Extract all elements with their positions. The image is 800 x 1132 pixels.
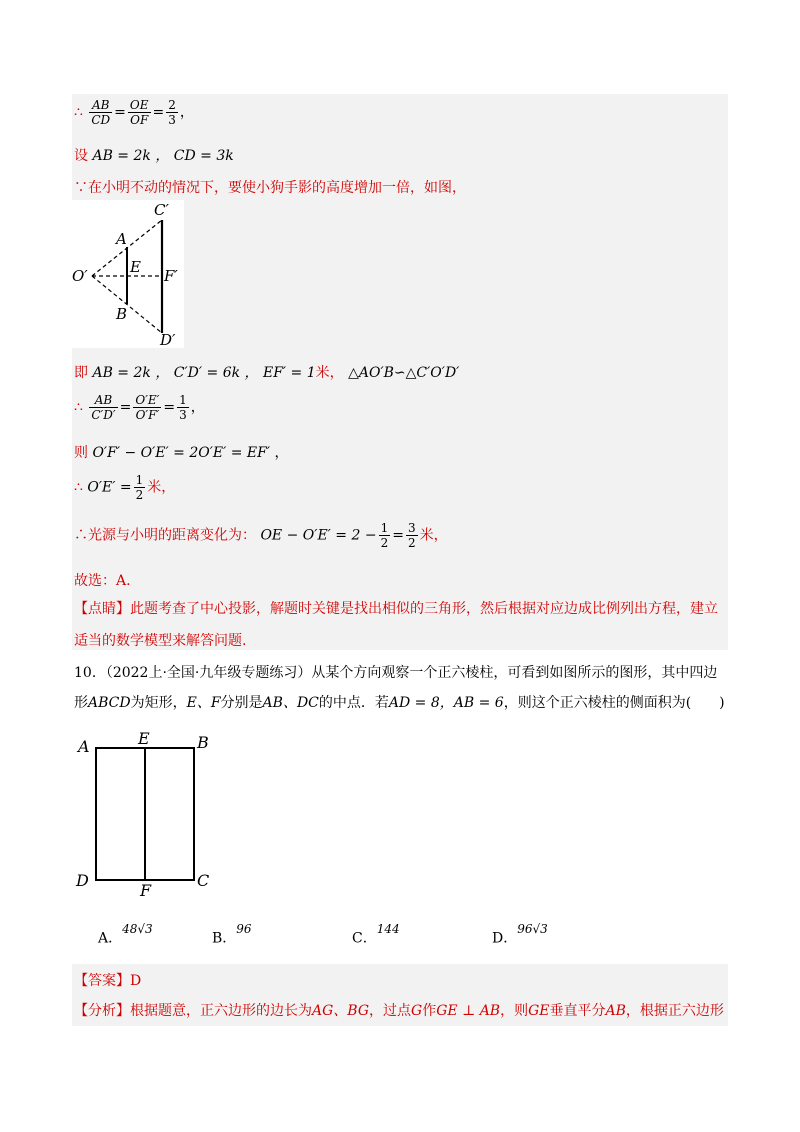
solution-line-oe: ∴ O′E′ = $\frac{1}{2}$ 米，	[74, 473, 176, 502]
analysis-line: 【分析】根据题意，正六边形的边长为AG、BG，过点G作GE ⊥ AB，则GE垂直平分AB，根据正六边形	[74, 1003, 724, 1019]
math-ab-cd: AB = 2k ， CD = 3k	[92, 148, 234, 164]
label-c: C	[197, 871, 210, 890]
fraction-one-half: $\frac{1}{2}$	[135, 473, 144, 502]
option-c[interactable]: C．$^{144}$	[352, 922, 400, 947]
rectangle-figure	[74, 730, 224, 900]
label-e: E	[130, 258, 141, 276]
projection-figure	[72, 200, 184, 348]
fraction-half: $\frac{1}{2}$	[380, 521, 389, 550]
answer-value: D	[130, 973, 142, 989]
therefore-symbol: ∴	[74, 104, 88, 121]
label-b: B	[116, 305, 128, 323]
fraction-two-thirds: $\frac{2}{3}$	[168, 98, 176, 127]
solution-line-distance: ∴光源与小明的距离变化为： OE − O′E′ = 2 − $\frac{1}{2}$ = $\frac{3}{2}$ 米，	[74, 521, 448, 550]
question-10-line-1: 10．（2022上·全国·九年级专题练习）从某个方向观察一个正六棱柱，可看到如图所示的图形，其中四边	[74, 665, 718, 681]
comment-tag: 【点睛】	[74, 601, 130, 617]
solution-line-let: 设 AB = 2k ， CD = 3k	[74, 148, 234, 164]
label-f: F	[140, 881, 152, 900]
solution-line-because: ∵在小明不动的情况下，要使小狗手影的高度增加一倍，如图，	[74, 180, 466, 196]
answer-choice: 故选：A.	[74, 573, 131, 589]
option-a[interactable]: A．$^{48√3}$	[98, 922, 153, 947]
fraction-one-third: $\frac{1}{3}$	[179, 393, 187, 422]
label-a: A	[78, 737, 90, 756]
label-o: O′	[72, 267, 88, 285]
answer-tag: 【答案】	[74, 973, 130, 989]
fraction-three-halves: $\frac{3}{2}$	[407, 521, 416, 550]
option-b[interactable]: B．$^{96}$	[212, 922, 252, 947]
fraction-ab-cd: $\frac{AB}{CD}$	[91, 98, 111, 127]
comment-line-2: 适当的数学模型来解答问题.	[74, 633, 247, 649]
label-d: D′	[160, 331, 176, 348]
label-e: E	[138, 730, 150, 748]
solution-line-given: 即 AB = 2k ， C′D′ = 6k ， EF′ = 1米， △AO′B∽△C′O′D′	[74, 365, 460, 381]
label-a: A	[116, 230, 127, 248]
solution-line-ratio: ∴ $\frac{AB}{CD}$ = $\frac{OE}{OF}$ = $\frac{2}{3}$ ，	[74, 98, 194, 127]
question-10-line-2: 形ABCD为矩形，E、F分别是AB、DC的中点．若AD = 8，AB = 6，则这个正六棱柱的侧面积为( )	[74, 695, 725, 711]
solution-line-ratio2: ∴ $\frac{AB}{C'D'}$ = $\frac{O'E'}{O'F'}$ = $\frac{1}{3}$ ，	[74, 393, 205, 422]
solution-line-then: 则 O′F′ − O′E′ = 2O′E′ = EF′ ，	[74, 445, 289, 461]
label-b: B	[197, 733, 209, 752]
fraction-ab-c1d1: $\frac{AB}{C'D'}$	[91, 393, 116, 422]
label-f: F′	[164, 267, 178, 285]
comment-line-1: 【点睛】此题考查了中心投影，解题时关键是找出相似的三角形，然后根据对应边成比例列出方程，建立	[74, 601, 718, 617]
option-d[interactable]: D．$^{96√3}$	[492, 922, 548, 947]
fraction-oe-of-prime: $\frac{O'E'}{O'F'}$	[135, 393, 160, 422]
answer-line	[74, 970, 141, 990]
analysis-tag: 【分析】	[74, 1003, 130, 1019]
label-d: D	[76, 871, 89, 890]
fraction-oe-of: $\frac{OE}{OF}$	[129, 98, 149, 127]
label-c: C′	[154, 201, 169, 219]
